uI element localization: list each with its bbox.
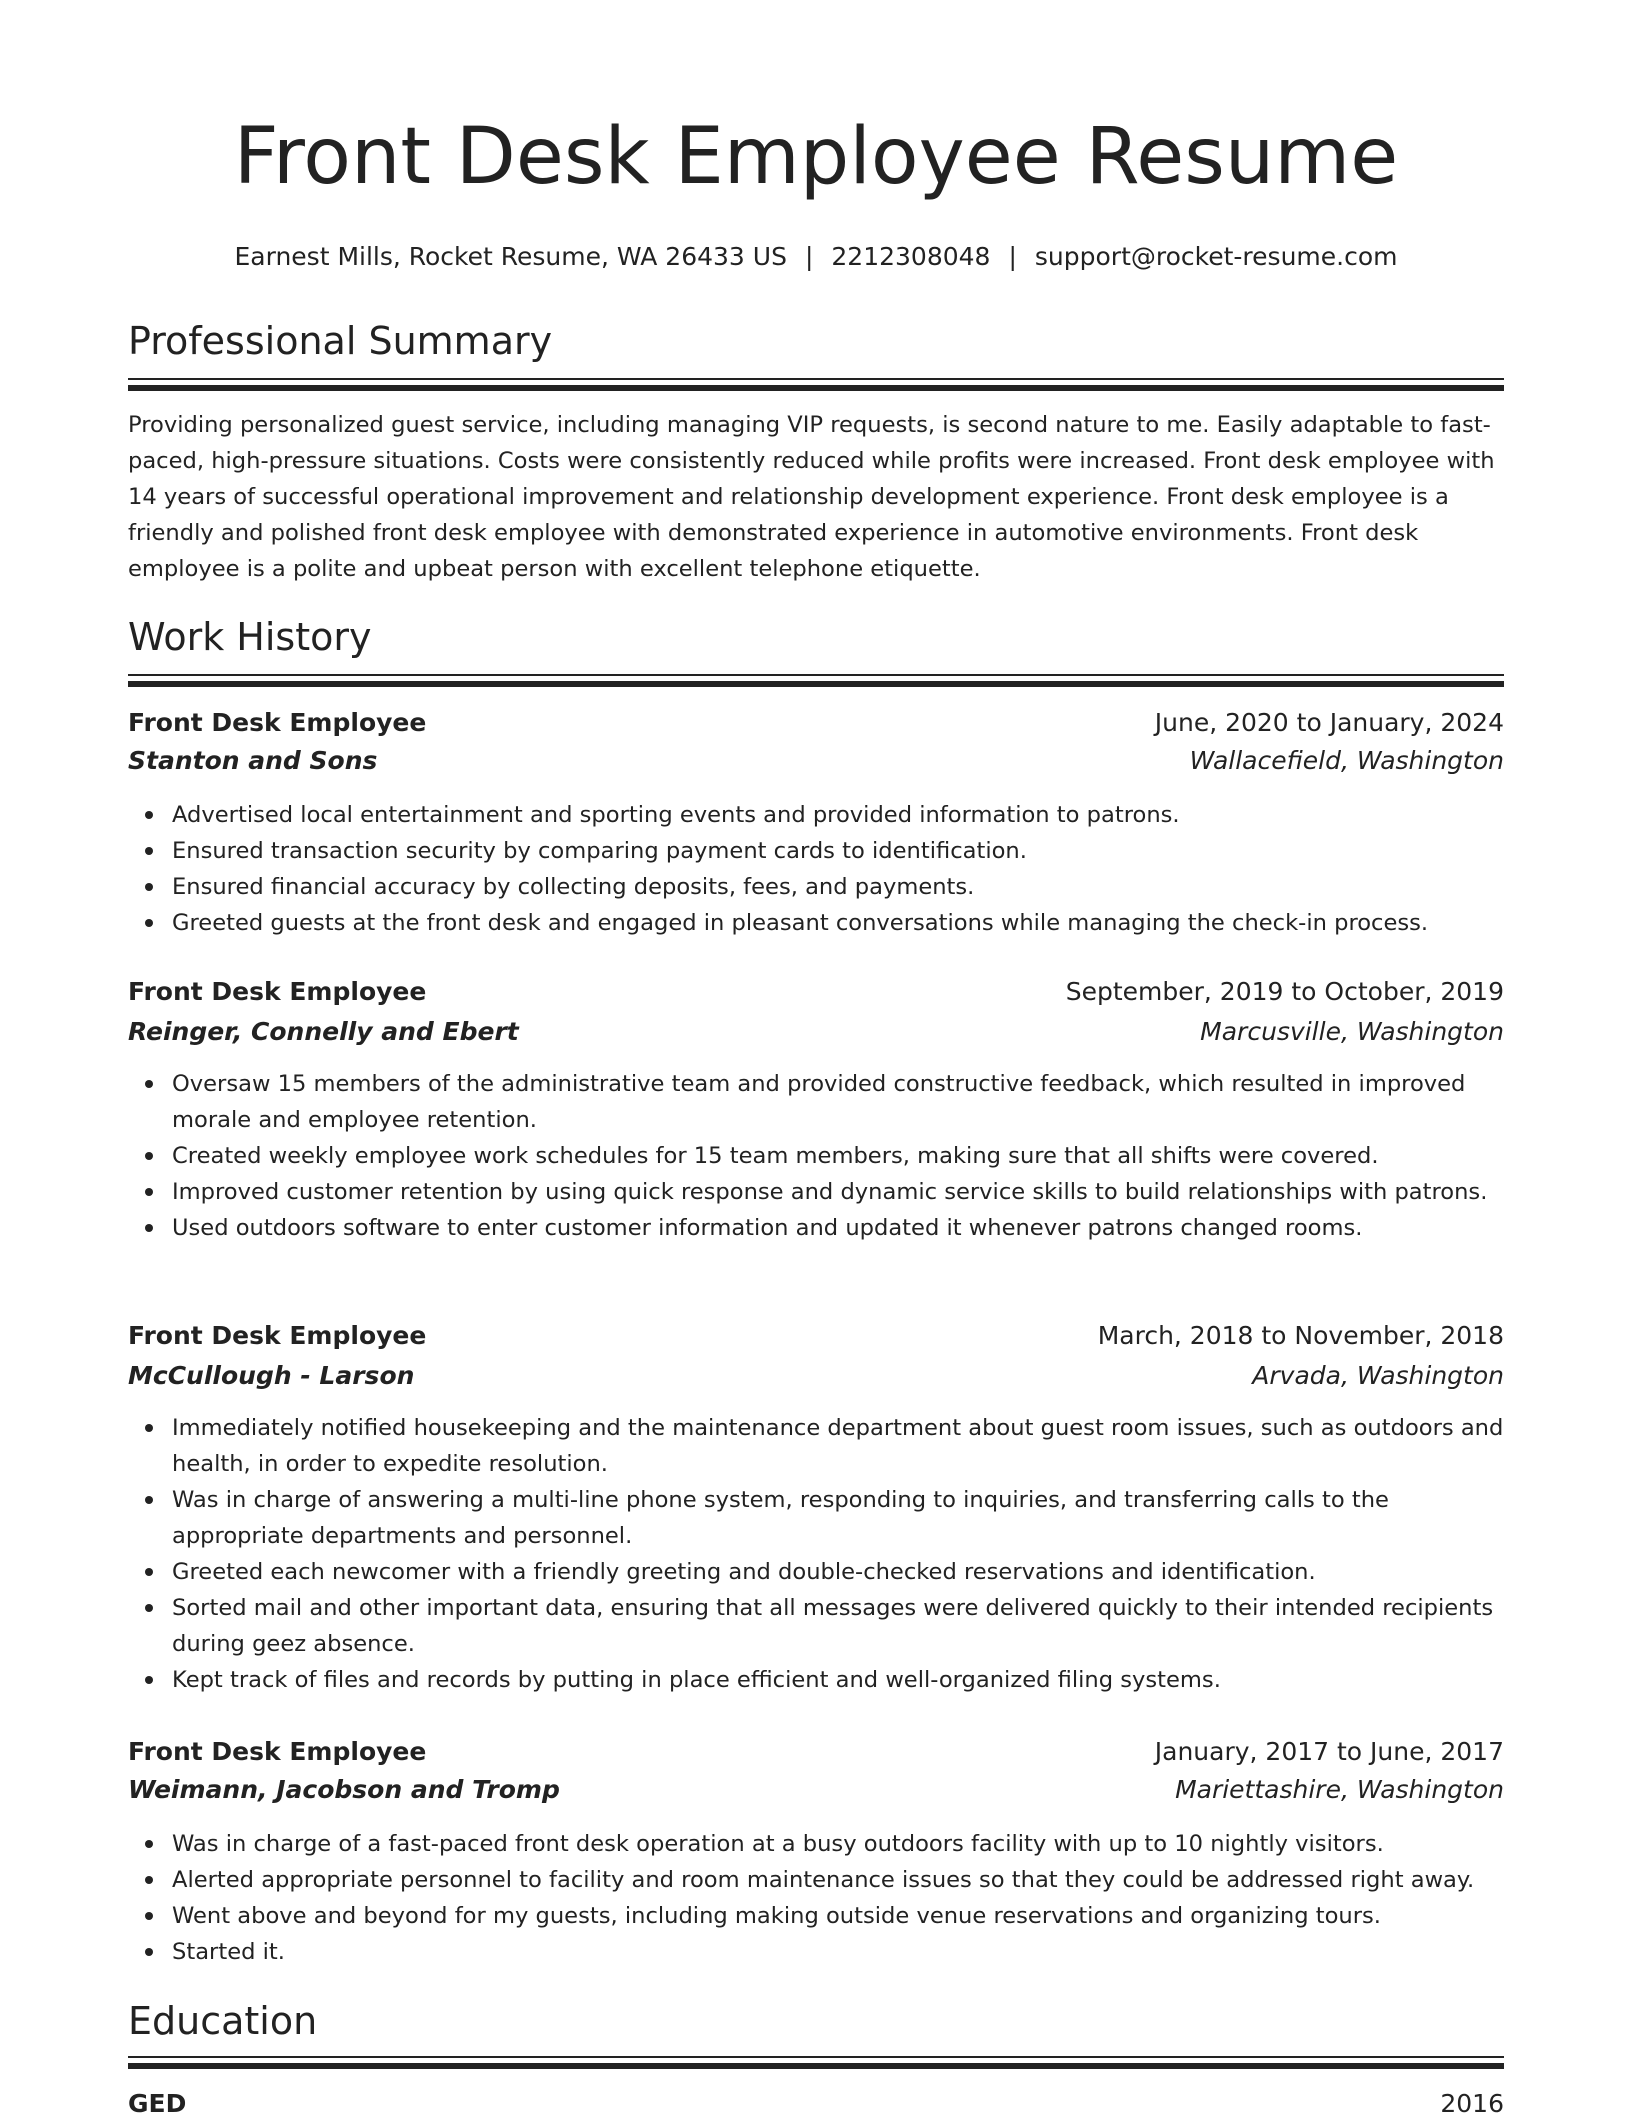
job-bullet-list (128, 1410, 1504, 1698)
job-title: Front Desk Employee (128, 708, 427, 737)
job-dates: June, 2020 to January, 2024 (1154, 708, 1504, 737)
job-header-row (128, 1318, 1504, 1354)
job-bullet: Kept track of files and records by putting in place efficient and well-organized filing systems. (172, 1662, 1504, 1698)
section-heading-summary: Professional Summary (128, 319, 553, 363)
job-company: Weimann, Jacobson and Tromp (128, 1775, 560, 1804)
job-bullet: Improved customer retention by using quick response and dynamic service skills to build relationships with patrons. (172, 1174, 1504, 1210)
contact-separator: | (1008, 242, 1017, 271)
section-heading-education: Education (128, 1999, 318, 2043)
job-bullet-list (128, 1066, 1504, 1246)
job-bullet: Ensured financial accuracy by collecting deposits, fees, and payments. (172, 869, 1504, 905)
job-location: Wallacefield, Washington (1189, 746, 1504, 775)
job-company-row (128, 1358, 1504, 1394)
job-bullet-list (128, 1826, 1504, 1970)
job-location: Marcusville, Washington (1200, 1017, 1504, 1046)
job-company: Reinger, Connelly and Ebert (128, 1017, 519, 1046)
job-dates: September, 2019 to October, 2019 (1065, 977, 1504, 1006)
job-bullet: Was in charge of a fast-paced front desk operation at a busy outdoors facility with up to 10 nightly visitors. (172, 1826, 1504, 1862)
job-company-row (128, 1014, 1504, 1050)
education-degree: GED (128, 2089, 187, 2118)
job-bullet: Oversaw 15 members of the administrative team and provided constructive feedback, which resulted in improved morale and employee retention. (172, 1066, 1504, 1138)
section-heading-work-history: Work History (128, 615, 372, 659)
section-divider (128, 674, 1504, 686)
job-bullet: Sorted mail and other important data, ensuring that all messages were delivered quickly to their intended recipients during geez absence. (172, 1590, 1504, 1662)
section-divider (128, 2056, 1504, 2068)
job-location: Arvada, Washington (1252, 1361, 1504, 1390)
job-bullet: Started it. (172, 1934, 1504, 1970)
education-year: 2016 (1440, 2089, 1504, 2118)
job-location: Mariettashire, Washington (1175, 1775, 1504, 1804)
job-title: Front Desk Employee (128, 1321, 427, 1350)
job-bullet: Greeted guests at the front desk and engaged in pleasant conversations while managing the check-in process. (172, 905, 1504, 941)
job-header-row (128, 1734, 1504, 1770)
job-bullet: Advertised local entertainment and sporting events and provided information to patrons. (172, 797, 1504, 833)
job-bullet: Greeted each newcomer with a friendly greeting and double-checked reservations and identification. (172, 1554, 1504, 1590)
contact-address: Earnest Mills, Rocket Resume, WA 26433 US (234, 242, 787, 271)
job-bullet-list (128, 797, 1504, 941)
job-company-row (128, 1772, 1504, 1808)
job-dates: January, 2017 to June, 2017 (1154, 1737, 1504, 1766)
job-company: Stanton and Sons (128, 746, 378, 775)
summary-text: Providing personalized guest service, including managing VIP requests, is second nature to me. Easily adaptable to fast-paced, high-pressure situations. Costs were consistently reduced while profits were increased. Front desk employee with 14 years of successful operational improvement and relationship development experience. Front desk employee is a friendly and polished front desk employee with demonstrated experience in automotive environments. Front desk employee is a polite and upbeat person with excellent telephone etiquette. (128, 412, 1495, 582)
job-company: McCullough - Larson (128, 1361, 415, 1390)
job-title: Front Desk Employee (128, 1737, 427, 1766)
job-header-row (128, 705, 1504, 741)
contact-line (128, 242, 1504, 272)
job-bullet: Was in charge of answering a multi-line phone system, responding to inquiries, and transferring calls to the appropriate departments and personnel. (172, 1482, 1504, 1554)
resume-title: Front Desk Employee Resume (233, 112, 1399, 202)
contact-email: support@rocket-resume.com (1034, 242, 1398, 271)
job-bullet: Used outdoors software to enter customer information and updated it whenever patrons changed rooms. (172, 1210, 1504, 1246)
job-company-row (128, 743, 1504, 779)
section-divider (128, 378, 1504, 390)
job-bullet: Alerted appropriate personnel to facility and room maintenance issues so that they could be addressed right away. (172, 1862, 1504, 1898)
job-bullet: Immediately notified housekeeping and the maintenance department about guest room issues, such as outdoors and health, in order to expedite resolution. (172, 1410, 1504, 1482)
job-title: Front Desk Employee (128, 977, 427, 1006)
job-header-row (128, 974, 1504, 1010)
job-bullet: Ensured transaction security by comparing payment cards to identification. (172, 833, 1504, 869)
contact-separator: | (804, 242, 814, 271)
job-dates: March, 2018 to November, 2018 (1097, 1321, 1504, 1350)
job-bullet: Created weekly employee work schedules for 15 team members, making sure that all shifts were covered. (172, 1138, 1504, 1174)
contact-phone: 2212308048 (831, 242, 991, 271)
job-bullet: Went above and beyond for my guests, including making outside venue reservations and organizing tours. (172, 1898, 1504, 1934)
education-row (128, 2086, 1504, 2122)
